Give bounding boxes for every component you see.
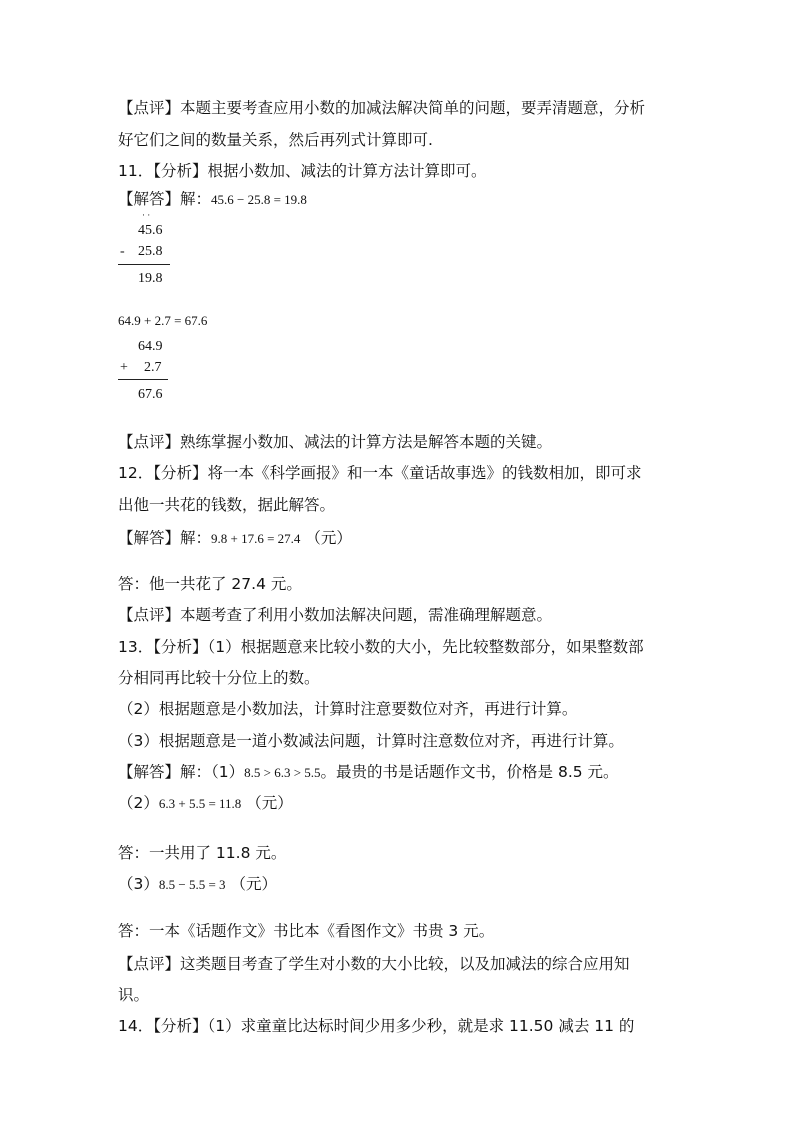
answer-label: 【解答】解： bbox=[118, 190, 212, 208]
vertical-second-number: 2.7 bbox=[144, 360, 162, 375]
equation-line bbox=[118, 309, 207, 332]
analysis-line-q13: 分相同再比较十分位上的数。 bbox=[118, 669, 320, 687]
analysis-line-q11: 11．【分析】根据小数加、减法的计算方法计算即可。 bbox=[118, 162, 487, 180]
answer-line-q12 bbox=[118, 527, 352, 550]
analysis-line-q13: （2）根据题意是小数加法，计算时注意要数位对齐，再进行计算。 bbox=[118, 700, 578, 718]
equation: 45.6 − 25.8 = 19.8 bbox=[211, 192, 307, 207]
answer-label: （3） bbox=[118, 875, 159, 893]
comment-line: 识。 bbox=[118, 986, 150, 1004]
answer-label: （2） bbox=[118, 794, 159, 812]
unit: （元） bbox=[246, 794, 293, 812]
comment-line: 好它们之间的数量关系，然后再列式计算即可. bbox=[118, 131, 433, 149]
answer-line-q11 bbox=[118, 188, 307, 211]
vertical-operator: + bbox=[120, 360, 128, 375]
equation: 6.3 + 5.5 = 11.8 bbox=[158, 796, 242, 811]
answer-line-q13-3 bbox=[118, 873, 277, 896]
answer-line-q13-1 bbox=[118, 761, 619, 784]
unit: （元） bbox=[305, 529, 352, 547]
analysis-line-q12: 出他一共花的钱数，据此解答。 bbox=[118, 496, 336, 514]
borrow-dots: · · bbox=[142, 210, 151, 220]
vertical-operator: - bbox=[120, 244, 125, 259]
unit: （元） bbox=[230, 875, 277, 893]
equation: 8.5 > 6.3 > 5.5 bbox=[244, 765, 321, 780]
comment-line: 【点评】本题考查了利用小数加法解决问题，需准确理解题意。 bbox=[118, 606, 553, 624]
comment-line: 【点评】本题主要考查应用小数的加减法解决简单的问题，要弄清题意，分析 bbox=[118, 99, 646, 117]
comment-line: 【点评】熟练掌握小数加、减法的计算方法是解答本题的关键。 bbox=[118, 433, 553, 451]
answer-line-q13-2 bbox=[118, 792, 293, 815]
vertical-rule bbox=[118, 379, 168, 380]
vertical-rule bbox=[118, 264, 170, 265]
reply-line: 答：一共用了 11.8 元。 bbox=[118, 844, 287, 862]
analysis-line-q13: （3）根据题意是一道小数减法问题，计算时注意数位对齐，再进行计算。 bbox=[118, 732, 624, 750]
analysis-line-q13: 13．【分析】（1）根据题意来比较小数的大小，先比较整数部分，如果整数部 bbox=[118, 638, 644, 656]
reply-line: 答：他一共花了 27.4 元。 bbox=[118, 575, 302, 593]
answer-label: 【解答】解：（1） bbox=[118, 763, 245, 781]
comment-line: 【点评】这类题目考查了学生对小数的大小比较，以及加减法的综合应用知 bbox=[118, 955, 630, 973]
answer-text: 。最贵的书是话题作文书，价格是 8.5 元。 bbox=[320, 763, 619, 781]
answer-label: 【解答】解： bbox=[118, 529, 212, 547]
vertical-result: 67.6 bbox=[138, 387, 163, 402]
reply-line: 答：一本《话题作文》书比本《看图作文》书贵 3 元。 bbox=[118, 922, 495, 940]
equation: 8.5 − 5.5 = 3 bbox=[158, 877, 226, 892]
vertical-second-number: 25.8 bbox=[138, 244, 163, 259]
vertical-top-number: 64.9 bbox=[138, 339, 163, 354]
equation: 64.9 + 2.7 = 67.6 bbox=[118, 313, 208, 328]
analysis-line-q12: 12．【分析】将一本《科学画报》和一本《童话故事选》的钱数相加，即可求 bbox=[118, 464, 642, 482]
vertical-result: 19.8 bbox=[138, 271, 163, 286]
vertical-top-number: 45.6 bbox=[138, 223, 163, 238]
equation: 9.8 + 17.6 = 27.4 bbox=[211, 531, 301, 546]
analysis-line-q14: 14．【分析】（1）求童童比达标时间少用多少秒，就是求 11.50 减去 11 的 bbox=[118, 1017, 635, 1035]
